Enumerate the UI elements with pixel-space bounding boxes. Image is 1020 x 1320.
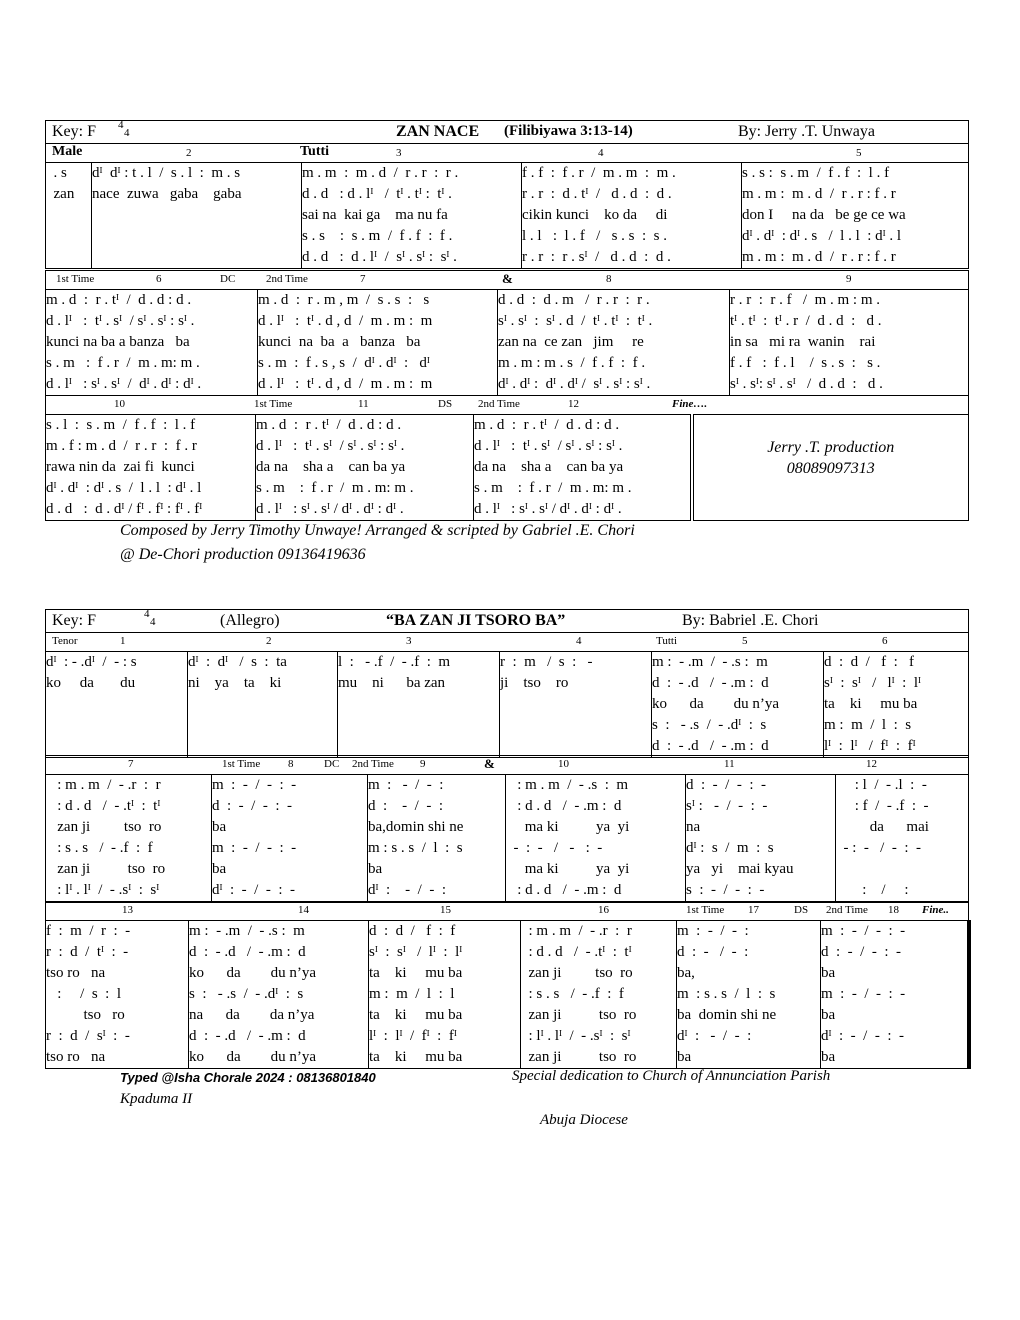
notation-line: m : - / - : - (821, 923, 906, 939)
notation-line: : lᴵ . lᴵ / - .sᴵ : sᴵ (46, 882, 160, 898)
notation-line: d : d / f : f (369, 923, 456, 939)
notation-line: : / s : l (46, 986, 122, 1002)
measure-number: 5 (856, 147, 862, 159)
notation-line: f : m / r : - (46, 923, 131, 939)
lyric-line: ta ki mu ba (824, 696, 918, 712)
notation-line: d : - / - : - (212, 798, 292, 814)
measure-number: 8 (288, 758, 294, 770)
voice-label-tutti: Tutti (300, 144, 330, 159)
measure-cell (500, 652, 652, 758)
notation-line: l . l : l . f / s . s : s . (522, 228, 668, 244)
song1-label-row2 (46, 271, 968, 289)
lyric-line: ba domin shi ne (677, 1007, 777, 1023)
lyric-line (836, 859, 968, 880)
fine-marker: Fine…. (672, 398, 708, 410)
measure-cell (258, 290, 498, 396)
notation-line: dᴵ : - / - : - (821, 1028, 904, 1044)
notation-line: d . lᴵ : tᴵ . sᴵ / sᴵ . sᴵ : sᴵ . (474, 438, 623, 454)
lyric-line: ba, (677, 965, 695, 981)
measure-number: 2 (266, 635, 272, 647)
lyric-line: sai na kai ga ma nu fa (302, 207, 448, 223)
notation-line: : f / - .f : - (836, 798, 929, 814)
notation-line: d : - / - : - (686, 777, 766, 793)
place: Kpaduma II (120, 1091, 193, 1107)
notation-line: : s . s / - .f : f (521, 986, 624, 1002)
song1-key: Key: F (52, 123, 96, 140)
notation-line: d : - .d / - .m : d (652, 738, 769, 754)
second-time-label: 2nd Time (266, 273, 308, 285)
notation-line: r . r : r . sᴵ / d . d : d . (522, 249, 671, 265)
lyric-line: kunci na ba a banza ba (46, 334, 190, 350)
lyric-line: tso ro (46, 1007, 125, 1023)
notation-line: dᴵ . dᴵ : dᴵ . s / l . l : dᴵ . l (46, 480, 202, 496)
measure-cell (686, 775, 836, 903)
notation-line: d . lᴵ : sᴵ . sᴵ / dᴵ . dᴵ : dᴵ . (46, 376, 202, 392)
measure-cell (677, 921, 821, 1069)
measure-cell (369, 921, 521, 1069)
voice-label-tenor: Tenor (52, 635, 78, 647)
lyric-line: ta ki mu ba (369, 1007, 463, 1023)
lyric-line: zan ji tso ro (46, 819, 162, 835)
measure-cell (46, 921, 189, 1069)
measure-number: 2 (186, 147, 192, 159)
notation-line: : d . d / - .tᴵ : tᴵ (46, 798, 161, 814)
measure-cell (652, 652, 824, 758)
song2-header (46, 610, 968, 632)
measure-cell (189, 921, 369, 1069)
lyric-line: ni ya ta ki (188, 675, 282, 691)
notation-line: : l / - .l : - (836, 777, 927, 793)
notation-line: - : - / - : - (506, 840, 603, 856)
notation-line: s . m : f . s , s / dᴵ . dᴵ : dᴵ (258, 355, 430, 371)
measure-number: 15 (440, 904, 451, 916)
ds-marker: DS (794, 904, 809, 916)
measure-cell (302, 163, 522, 269)
notation-line: sᴵ : sᴵ / lᴵ : lᴵ (369, 944, 463, 960)
lyric-line: ta ki mu ba (369, 1049, 463, 1065)
measure-number: 12 (568, 398, 579, 410)
song2-score (45, 609, 969, 758)
notation-line: m : m / l : s (824, 717, 912, 733)
measure-number: 16 (598, 904, 609, 916)
notation-line: d . lᴵ : tᴵ . sᴵ / sᴵ . sᴵ : sᴵ . (46, 313, 195, 329)
measure-number: 3 (406, 635, 412, 647)
notation-line: : d . d / - .m : d (506, 798, 622, 814)
notation-line: dᴵ : - / - : (677, 1028, 752, 1044)
song2-composer: By: Babriel .E. Chori (682, 612, 819, 629)
notation-line: dᴵ : - / - : (368, 882, 446, 898)
measure-number: 17 (748, 904, 759, 916)
notation-line: : d . d / - .m : d (506, 882, 622, 898)
notation-line: d . d : d . m / r . r : r . (498, 292, 650, 308)
notation-line: r . r : d . tᴵ / d . d : d . (522, 186, 672, 202)
notation-line: f . f : f . l / s . s : s . (730, 355, 881, 371)
notation-line: m : - .m / - .s : m (652, 654, 768, 670)
notation-line: - : - / - : - (836, 840, 921, 856)
song2-label-row3 (46, 903, 968, 919)
notation-line: tᴵ . tᴵ : tᴵ . r / d . d : d . (730, 313, 882, 329)
lyric-line: ko da du (46, 675, 136, 691)
voice-label-male: Male (52, 144, 83, 159)
notation-line: d . d : d . lᴵ / sᴵ . sᴵ : sᴵ . (302, 249, 457, 265)
measure-cell (46, 775, 212, 903)
notation-line: dᴵ . dᴵ : dᴵ . s / l . l : dᴵ . l (742, 228, 902, 244)
lyric-line: zan ji tso ro (46, 861, 166, 877)
measure-cell (742, 163, 969, 269)
measure-cell (46, 652, 188, 758)
notation-line: m : s . s / l : s (677, 986, 776, 1002)
lyric-line: cikin kunci ko da di (522, 207, 668, 223)
notation-line: m : - / - : - (821, 986, 906, 1002)
notation-line: m . m : m . d / r . r : f . r (742, 186, 896, 202)
lyric-line: ba (821, 1007, 836, 1023)
measure-number: 10 (558, 758, 569, 770)
lyric-line: ma ki ya yi (506, 819, 630, 835)
lyric-line: ko da du n’ya (189, 1049, 317, 1065)
notation-line: r : d / sᴵ : - (46, 1028, 130, 1044)
notation-line: sᴵ : - / - : - (686, 798, 768, 814)
notation-line: s . s : s . m / f . f : f . (302, 228, 453, 244)
notation-line: lᴵ : lᴵ / fᴵ : fᴵ (824, 738, 916, 754)
measure-cell (188, 652, 338, 758)
lyric-line: kunci na ba a banza ba (258, 334, 421, 350)
notation-line: : d . d / - .tᴵ : tᴵ (521, 944, 632, 960)
lyric-line: tso ro na (46, 1049, 106, 1065)
notation-line: m : - .m / - .s : m (189, 923, 305, 939)
measure-cell (368, 775, 506, 903)
production-phone: 08089097313 (786, 460, 875, 477)
measure-number: 11 (358, 398, 369, 410)
notation-line: r . r : r . f / m . m : m . (730, 292, 880, 308)
notation-line: dᴵ dᴵ : t . l / s . l : m . s (92, 165, 241, 181)
second-time-label: 2nd Time (352, 758, 394, 770)
notation-line: : m . m / - .r : r (46, 777, 161, 793)
notation-line: d . lᴵ : tᴵ . d , d / m . m : m (258, 313, 433, 329)
lyric-line: da na sha a can ba ya (474, 459, 624, 475)
lyric-line: rawa nin da zai fi kunci (46, 459, 195, 475)
measure-cell (46, 415, 256, 521)
notation-line: m : - / - : (677, 923, 749, 939)
dc-marker: DC (220, 273, 236, 285)
lyric-line: ba,domin shi ne (368, 819, 464, 835)
notation-line: s . l : s . m / f . f : l . f (46, 417, 196, 433)
notation-line: : / : (836, 882, 909, 898)
notation-line: m . m : m . d / r . r : f . r (742, 249, 896, 265)
song1-header (46, 121, 968, 143)
notation-line: m . m : m . s / f . f : f . (498, 355, 646, 371)
fine-marker: Fine.. (922, 904, 949, 916)
song1-label-row3 (46, 396, 968, 414)
production-name: Jerry .T. production (767, 439, 895, 456)
song1-score-row2 (45, 270, 969, 396)
dc-marker: DC (324, 758, 340, 770)
notation-line: m . m : m . d / r . r : r . (302, 165, 459, 181)
lyric-line: ba (821, 965, 836, 981)
lyric-line: ji tso ro (500, 675, 569, 691)
typed-by: Typed @Isha Chorale 2024 : 08136801840 (120, 1070, 376, 1085)
song1-credits: Composed by Jerry Timothy Unwaye! Arranged & scripted by Gabriel .E. Chori (120, 522, 635, 539)
notation-line: m : - / - : - (212, 840, 297, 856)
measure-number: 1 (120, 635, 126, 647)
lyric-line: da na sha a can ba ya (256, 459, 406, 475)
notation-line: d : - / - : (368, 798, 443, 814)
second-time-label: 2nd Time (826, 904, 868, 916)
notation-line: d . d : d . dᴵ / fᴵ . fᴵ : fᴵ . fᴵ (46, 501, 203, 517)
notation-line: d : d / f : f (824, 654, 914, 670)
notation-line: d . lᴵ : tᴵ . d , d / m . m : m (258, 376, 433, 392)
diocese: Abuja Diocese (540, 1112, 628, 1128)
measure-cell (46, 290, 258, 396)
song1-score-row3 (45, 395, 969, 521)
lyric-line: na da da n’ya (189, 1007, 315, 1023)
lyric-line: na (686, 819, 701, 835)
notation-line: m : - / - : (368, 777, 444, 793)
lyric-line: nace zuwa gaba gaba (92, 186, 242, 202)
notation-line: s . m : f . r / m . m: m . (474, 480, 632, 496)
notation-line: sᴵ . sᴵ: sᴵ . sᴵ / d . d : d . (730, 376, 883, 392)
song1-reference: (Filibiyawa 3:13-14) (504, 123, 633, 139)
lyric-line: ta ki mu ba (369, 965, 463, 981)
notation-line: : lᴵ . lᴵ / - .sᴵ : sᴵ (521, 1028, 631, 1044)
measure-number: 7 (360, 273, 366, 285)
notation-line: r : d / tᴵ : - (46, 944, 129, 960)
segno-marker: & (502, 271, 513, 286)
measure-number: 14 (298, 904, 309, 916)
notation-line: s . m : f . r / m . m: m . (46, 355, 200, 371)
notation-line: dᴵ : - / - : - (212, 882, 295, 898)
first-time-label: 1st Time (56, 273, 95, 285)
song1-composer: By: Jerry .T. Unwaya (738, 123, 875, 140)
measure-cell (824, 652, 969, 758)
first-time-label: 1st Time (222, 758, 261, 770)
segno-marker: & (484, 756, 495, 771)
lyric-line: tso ro na (46, 965, 106, 981)
measure-cell (338, 652, 500, 758)
measure-cell (836, 775, 969, 903)
notation-line: s . m : f . r / m . m: m . (256, 480, 414, 496)
lyric-line: in sa mi ra wanin rai (730, 334, 876, 350)
measure-number: 9 (420, 758, 426, 770)
lyric-line: zan ji tso ro (521, 965, 633, 981)
lyric-line: zan ji tso ro (521, 1049, 637, 1065)
song1-time-top: 4 (118, 119, 124, 131)
ds-marker: DS (438, 398, 453, 410)
lyric-line: ba (368, 861, 383, 877)
lyric-line: da mai (836, 819, 929, 835)
lyric-line: zan na ce zan jim re (498, 334, 644, 350)
notation-line: : m . m / - .s : m (506, 777, 629, 793)
notation-line: . s (46, 165, 67, 181)
measure-cell (256, 415, 474, 521)
measure-number: 3 (396, 147, 402, 159)
notation-line: r : m / s : - (500, 654, 593, 670)
measure-cell (212, 775, 368, 903)
measure-number: 18 (888, 904, 899, 916)
measure-number: 6 (156, 273, 162, 285)
notation-line: m . f : m . d / r . r : f . r (46, 438, 197, 454)
notation-line: d . d : d . lᴵ / tᴵ . tᴵ : tᴵ . (302, 186, 452, 202)
measure-number: 8 (606, 273, 612, 285)
notation-line: : m . m / - .r : r (521, 923, 632, 939)
measure-number: 9 (846, 273, 852, 285)
measure-cell (46, 163, 92, 269)
notation-line: m . d : r . tᴵ / d . d : d . (474, 417, 620, 433)
notation-line: dᴵ . dᴵ : dᴵ . dᴵ / sᴵ . sᴵ : sᴵ . (498, 376, 651, 392)
measure-cell (730, 290, 969, 396)
notation-line: dᴵ : - .dᴵ / - : s (46, 654, 137, 670)
measure-number: 4 (576, 635, 582, 647)
notation-line: s . s : s . m / f . f : l . f (742, 165, 890, 181)
measure-number: 4 (598, 147, 604, 159)
notation-line: dᴵ : s / m : s (686, 840, 774, 856)
lyric-line: ko da du n’ya (652, 696, 780, 712)
measure-cell (506, 775, 686, 903)
notation-line: : s . s / - .f : f (46, 840, 153, 856)
song2-score-row2 (45, 755, 969, 903)
notation-line: m . d : r . tᴵ / d . d : d . (46, 292, 192, 308)
lyric-line: don I na da be ge ce wa (742, 207, 906, 223)
measure-cell (474, 415, 692, 521)
notation-line: m : s . s / l : s (368, 840, 463, 856)
measure-cell (522, 163, 742, 269)
notation-line: lᴵ : lᴵ / fᴵ : fᴵ (369, 1028, 457, 1044)
measure-number: 10 (114, 398, 125, 410)
song1-time-bottom: 4 (124, 127, 130, 139)
notation-line: d : - .d / - .m : d (189, 1028, 306, 1044)
song2-tempo: (Allegro) (220, 612, 280, 629)
song2-key: Key: F (52, 612, 96, 629)
first-time-label: 1st Time (254, 398, 293, 410)
lyric-line: ya yi mai kyau (686, 861, 794, 877)
song2-title: “BA ZAN JI TSORO BA” (386, 612, 566, 629)
notation-line: s : - .s / - .dᴵ : s (652, 717, 767, 733)
production-cell (692, 415, 969, 521)
second-time-label: 2nd Time (478, 398, 520, 410)
measure-number: 12 (866, 758, 877, 770)
notation-line: m : m / l : l (369, 986, 455, 1002)
measure-cell (92, 163, 302, 269)
notation-line: d . lᴵ : tᴵ . sᴵ / sᴵ . sᴵ : sᴵ . (256, 438, 405, 454)
notation-line: d : - .d / - .m : d (189, 944, 306, 960)
notation-line: d : - / - : - (821, 944, 901, 960)
measure-number: 5 (742, 635, 748, 647)
measure-number: 11 (724, 758, 735, 770)
dedication: Special dedication to Church of Annunciation Parish (512, 1068, 831, 1084)
song2-label-row1 (46, 634, 968, 650)
measure-cell (498, 290, 730, 396)
lyric-line: ba (212, 819, 227, 835)
measure-number: 6 (882, 635, 888, 647)
notation-line: d . lᴵ : sᴵ . sᴵ / dᴵ . dᴵ : dᴵ . (474, 501, 622, 517)
lyric-line: mu ni ba zan (338, 675, 446, 691)
song1-label-row1 (46, 144, 968, 162)
notation-line: d . lᴵ : sᴵ . sᴵ / dᴵ . dᴵ : dᴵ . (256, 501, 404, 517)
lyric-line: zan (46, 186, 75, 202)
notation-line: f . f : f . r / m . m : m . (522, 165, 676, 181)
song1-production: @ De-Chori production 09136419636 (120, 546, 366, 563)
notation-line: sᴵ . sᴵ : sᴵ . d / tᴵ . tᴵ : tᴵ . (498, 313, 653, 329)
measure-number: 7 (128, 758, 134, 770)
song2-label-row2 (46, 757, 968, 773)
notation-line: d : - / - : (677, 944, 749, 960)
song1-score (45, 120, 969, 269)
voice-label-tutti: Tutti (656, 635, 678, 647)
notation-line: sᴵ : sᴵ / lᴵ : lᴵ (824, 675, 921, 691)
lyric-line: zan ji tso ro (521, 1007, 637, 1023)
notation-line: d : - .d / - .m : d (652, 675, 769, 691)
measure-number: 13 (122, 904, 133, 916)
notation-line: m . d : r . tᴵ / d . d : d . (256, 417, 402, 433)
measure-cell (821, 921, 969, 1069)
song1-title: ZAN NACE (396, 123, 480, 140)
song2-time-top: 4 (144, 608, 150, 620)
lyric-line: ba (212, 861, 227, 877)
notation-line: l : - .f / - .f : m (338, 654, 451, 670)
song2-time-bottom: 4 (150, 616, 156, 628)
notation-line: s : - .s / - .dᴵ : s (189, 986, 304, 1002)
notation-line: s : - / - : - (686, 882, 765, 898)
lyric-line: ma ki ya yi (506, 861, 630, 877)
notation-line: m . d : r . m , m / s . s : s (258, 292, 430, 308)
notation-line: m : - / - : - (212, 777, 297, 793)
first-time-label: 1st Time (686, 904, 725, 916)
lyric-line: ba (821, 1049, 836, 1065)
notation-line: dᴵ : dᴵ / s : ta (188, 654, 287, 670)
lyric-line: ko da du n’ya (189, 965, 317, 981)
measure-cell (521, 921, 677, 1069)
song2-score-row3 (45, 901, 971, 1069)
lyric-line: ba (677, 1049, 692, 1065)
